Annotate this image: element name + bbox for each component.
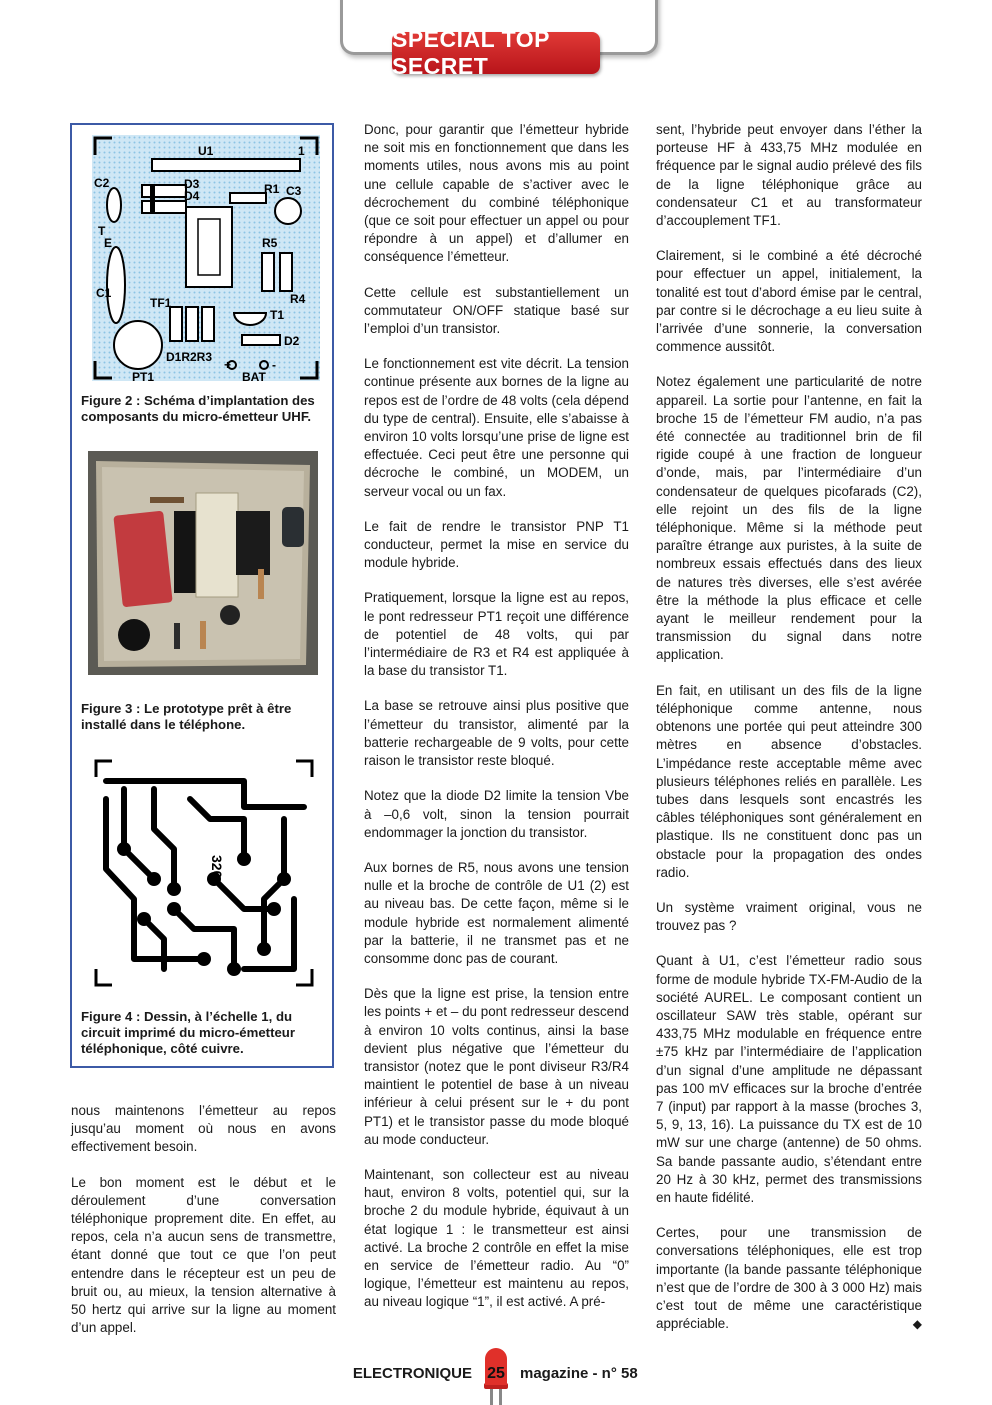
label-d1r2r3: D1R2R3	[166, 350, 213, 364]
label-r4: R4	[290, 292, 306, 306]
article-column-1	[71, 1102, 336, 1354]
label-plus: +	[224, 358, 232, 372]
fig2-component-layout	[92, 135, 320, 381]
fig3-caption: Figure 3 : Le prototype prêt à être installé dans le téléphone.	[81, 701, 292, 732]
page-footer	[0, 1345, 992, 1405]
paragraph: Maintenant, son collecteur est au niveau haut, environ 8 volts, potentiel qui, sur la broche 2 du module hybride, équivaut à un état logique 1 : le transmetteur est ainsi activé. La broche 2 contrôle en effet la mise en service de l’émetteur radio. Au “0” logique, l’émetteur est maintenu au repos, au niveau logique “1”, il est activé. A pré-	[364, 1166, 629, 1310]
paragraph: Quant à U1, c’est l’émetteur radio sous forme de module hybride TX-FM-Audio de la société AUREL. Le composant contient un oscillateur SAW très stable, opérant sur 433,75 MHz modulable en fréquence entre ±75 kHz par l’intermédiaire de l’application d’un signal d’une amplitude ne dépassant pas 100 mV efficaces sur la broche d’entrée 7 (input) par rapport à la masse (broches 3, 5, 9, 13, 16). La puissance du TX est de 10 mW sur une charge (antenne) de 50 ohms. Sa bande passante audio, s’étendant entre 20 Hz à 30 kHz, permet des transmissions en haute fidélité.	[656, 953, 922, 1205]
label-t: T	[98, 224, 106, 238]
section-banner: SPÉCIAL TOP SECRET	[392, 32, 600, 74]
footer-issue: magazine - n° 58	[520, 1365, 638, 1382]
paragraph: Notez que la diode D2 limite la tension Vbe à –0,6 volt, sinon la tension pourrait endommager la jonction du transistor.	[364, 788, 629, 840]
paragraph-text: Certes, pour une transmission de conversations téléphoniques, elle est trop importante (la bande passante téléphonique n’est que de l’ordre de 300 à 3 000 Hz) mais c’est tout de même une caractéristique appréciable.	[656, 1225, 922, 1332]
page-number: 25	[487, 1365, 505, 1382]
label-d4: D4	[184, 189, 200, 203]
label-u1: U1	[198, 144, 214, 158]
paragraph: Le fonctionnement est vite décrit. La tension continue présente aux bornes de la ligne au repos est de l’ordre de 48 volts (cela dépend du type de central). Ensuite, elle s’abaisse à environ 10 volts lorsqu’une prise de ligne est effectuée. Ceci peut être une personne qui décroche le combiné, un MODEM, un serveur vocal ou un fax.	[364, 356, 629, 499]
fig4-pcb-copper-side	[94, 759, 314, 987]
label-bat: BAT	[242, 370, 266, 381]
paragraph: La base se retrouve ainsi plus positive que l’émetteur du transistor, alimenté par la batterie rechargeable de 9 volts, pour cette raison le transistor reste bloqué.	[364, 698, 629, 769]
paragraph: En fait, en utilisant un des fils de la ligne téléphonique comme antenne, nous obtenons une portée qui peut atteindre 300 mètres en absence d’obstacles. L’impédance reste acceptable même avec plusieurs téléphones reliés en parallèle. Les tubes dans lesquels sont encastrés les câbles téléphoniques sont généralement en plastique. Ils ne constituent donc pas un obstacle pour la propagation des ondes radio.	[656, 682, 922, 880]
paragraph: Dès que la ligne est prise, la tension entre les points + et – du pont redresseur descend à environ 10 volts continus, ainsi la base devient plus négative que l’émetteur du transistor (notez que le pont diviseur R3/R4 maintient le potentiel de base à un niveau inférieur à celui présent sur le + du pont PT1) et le transistor passe du mode bloqué au mode conducteur.	[364, 986, 629, 1147]
label-pt1: PT1	[132, 370, 155, 381]
paragraph: Pratiquement, lorsque la ligne est au repos, le pont redresseur PT1 reçoit une différence de potentiel de 48 volts, qui par l’intermédiaire de R3 et R4 est appliquée à la base du transistor T1.	[364, 590, 629, 679]
fig3-prototype-photo	[88, 451, 318, 675]
footer-magazine-name: ELECTRONIQUE	[352, 1365, 472, 1382]
label-c1: C1	[96, 286, 112, 300]
label-r1: R1	[264, 182, 280, 196]
label-t1: T1	[270, 308, 285, 322]
paragraph: sent, l’hybride peut envoyer dans l’éther la porteuse HF à 433,75 MHz modulée en fréquence par le signal audio prélevé des fils de la ligne téléphonique grâce au condensateur C1 et au transformateur d’accouplement TF1.	[656, 122, 922, 229]
label-c3: C3	[286, 184, 302, 198]
paragraph: Aux bornes de R5, nous avons une tension nulle et la broche de contrôle de U1 (2) est au niveau bas. De cette façon, même si le module hybride est normalement alimenté par la batterie, il ne transmet pas et ne consomme donc pas de courant.	[364, 859, 629, 966]
paragraph: Un système vraiment original, vous ne trouvez pas ?	[656, 899, 922, 934]
paragraph: Donc, pour garantir que l’émetteur hybride ne soit mis en fonctionnement que dans les moments utiles, nous avons mis au point une cellule capable de s’activer avec le décrochement du combiné téléphonique (que ce soit pour effectuer un appel ou pour répondre à un appel) et d’allumer en conséquence l’émetteur.	[364, 122, 629, 265]
label-tf1: TF1	[150, 296, 172, 310]
label-c2: C2	[94, 176, 110, 190]
paragraph: Cette cellule est substantiellement un commutateur ON/OFF statique basé sur l’emploi d’un transistor.	[364, 284, 629, 337]
label-r5: R5	[262, 236, 278, 250]
led-page-number-icon	[481, 1345, 511, 1405]
label-minus: -	[272, 358, 276, 372]
figures-panel	[70, 123, 334, 1068]
article-column-2	[364, 121, 629, 1329]
label-d2: D2	[284, 334, 300, 348]
end-mark-icon: ◆	[912, 1317, 922, 1332]
fig4-caption: Figure 4 : Dessin, à l’échelle 1, du circuit imprimé du micro-émetteur téléphonique, côté cuivre.	[81, 1009, 295, 1056]
label-e: E	[104, 236, 113, 250]
paragraph: nous maintenons l’émetteur au repos jusqu’au moment où nous en avons effectivement besoin.	[71, 1103, 336, 1155]
fig2-caption: Figure 2 : Schéma d’implantation des composants du micro-émetteur UHF.	[81, 393, 315, 424]
pcb-number: 320	[209, 855, 225, 879]
paragraph-last	[656, 1224, 922, 1333]
label-d3: D3	[184, 177, 200, 191]
paragraph: Notez également une particularité de notre appareil. La sortie pour l’antenne, en fait la broche 15 de l’émetteur FM audio, n’a pas été connectée au traditionnel brin de fil rigide coupé à une fraction de longueur d’onde, mais, par l’intermédiaire d’un condensateur de quelques picofarads (C2), elle rejoint un des fils de la ligne téléphonique. Même si la méthode peut paraître étrange aux puristes, à la suite de nombreux essais effectués dans des lieux de natures très diverses, elle s’est avérée être la méthode la plus efficace et celle ayant le meilleur rendement pour la transmission du signal dans notre application.	[656, 374, 922, 663]
paragraph: Le bon moment est le début et le déroulement d’une conversation téléphonique proprement dite. En effet, au repos, cela n’a aucun sens de transmettre, étant donné que tout ce que l’on peut entendre dans le récepteur est un peu de bruit ou, au mieux, la tension alternative à 50 hertz qui arrive sur la ligne au moment d’un appel.	[71, 1174, 336, 1336]
label-pin1: 1	[298, 144, 305, 158]
article-column-3	[656, 121, 922, 1350]
paragraph: Clairement, si le combiné a été décroché pour effectuer un appel, initialement, la tonalité est tout d’abord émise par le central, par contre si le décrochage a eu lieu suite à l’arrivée d’une sonnerie, la conversation commence aussitôt.	[656, 248, 922, 355]
paragraph: Le fait de rendre le transistor PNP T1 conducteur, permet la mise en service du module hybride.	[364, 518, 629, 571]
